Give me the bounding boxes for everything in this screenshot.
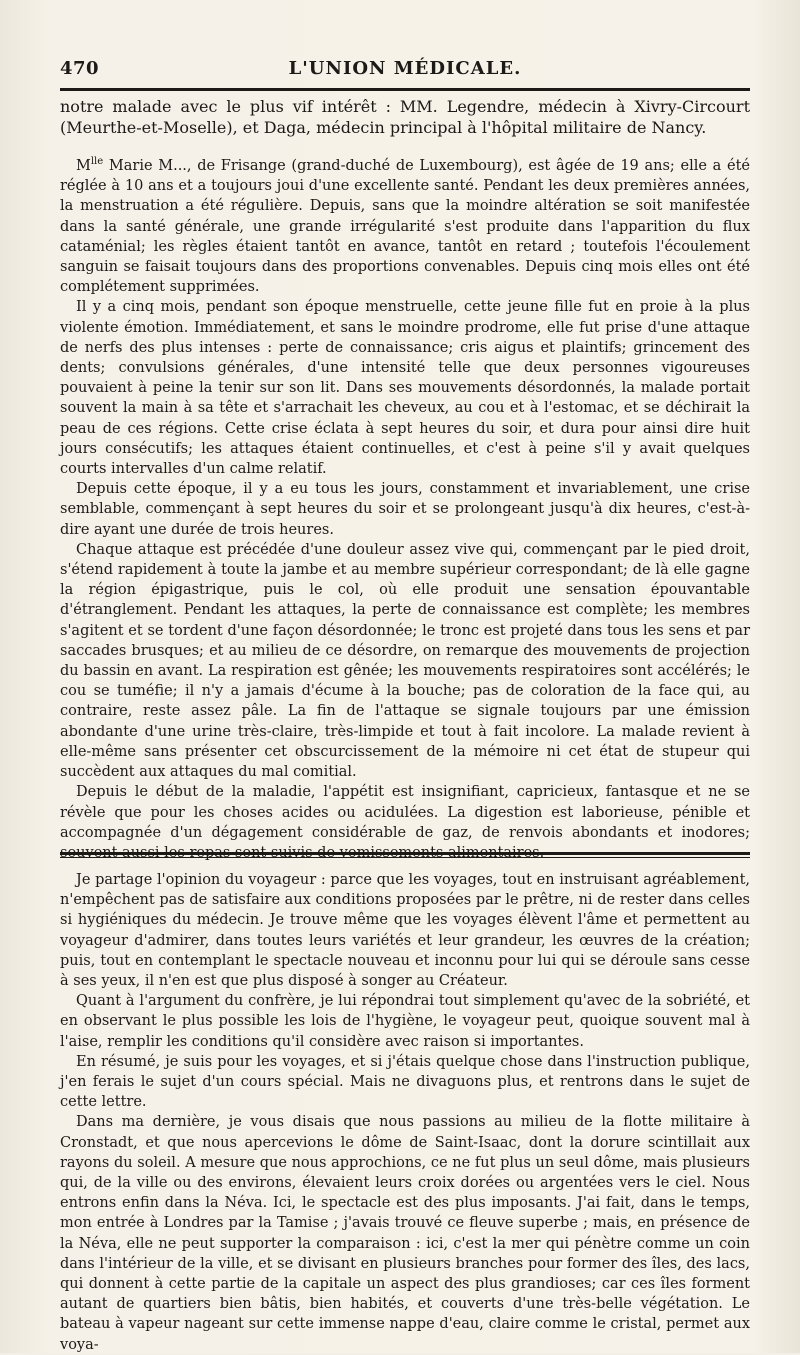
feuilleton-separator bbox=[60, 852, 750, 860]
case-title-abbrev: M bbox=[76, 158, 91, 174]
running-header bbox=[60, 54, 750, 82]
header-rule bbox=[60, 88, 750, 91]
feuilleton-paragraph: En résumé, je suis pour les voyages, et si j'étais quelque chose dans l'instruction publique, j'en ferais le sujet d'un cours spécial. Mais ne divaguons plus, et rentrons dans le sujet de cette lettre. bbox=[60, 1053, 750, 1111]
case-paragraph: Depuis cette époque, il y a eu tous les jours, constamment et invariablement, une crise semblable, commençant à sept heures du soir et se prolongeant jusqu'à dix heures, c'est-à-dire ayant une durée de trois heures. bbox=[60, 481, 750, 538]
case-title-sup: lle bbox=[90, 156, 104, 168]
case-paragraph: Depuis le début de la maladie, l'appétit est insignifiant, capricieux, fantasque et ne se révèle que pour les choses acides ou acidulées. La digestion est laborieuse, pénible et accompagnée d'un dégagement considérable de gaz, de renvois abondants et inodores; bbox=[60, 784, 750, 841]
feuilleton bbox=[60, 870, 750, 1355]
feuilleton-paragraph: Je partage l'opinion du voyageur : parce que les voyages, tout en instruisant agréablement, n'empêchent pas de satisfaire aux conditions proposées par le prêtre, ni de rester dans celles si hygiéniques du médecin. Je trouve même que les voyages élèvent l'âme et permettent au voyageur d'admirer, dans toutes leurs variétés et leur grandeur, les œuvres de la création; puis, tout en contemplant le spectacle nouveau et inconnu pour lui qui se déroule sans cesse à ses yeux, il n'en est que plus disposé à songer au Créateur. bbox=[60, 872, 750, 990]
intro-paragraph bbox=[60, 96, 750, 138]
case-paragraph bbox=[60, 156, 750, 297]
case-paragraph-text: Marie M..., de Frisange (grand-duché de Luxembourg), est âgée de 19 ans; elle a été réglée à 10 ans et a toujours joui d'une excellente santé. Pendant les deux premières années, la menstruation a été régulière. Depuis, sans que la moindre altération se soit manifestée dans la santé générale, une grande irrégularité s'est produite dans l'apparition du flux cataménial; les règles étaient tantôt en avance, tantôt en retard ; toutefois l'écoulement sanguin se faisait toujours dans des proportions convenables. Depuis cinq mois elles ont été complétement supprimées. bbox=[60, 158, 750, 296]
feuilleton-paragraph: Quant à l'argument du confrère, je lui répondrai tout simplement qu'avec de la sobriété, et en observant le plus possible les lois de l'hygiène, le voyageur peut, quoique souvent mal à l'aise, remplir les conditions qu'il considère avec raison si importantes. bbox=[60, 993, 750, 1050]
case-paragraph: Il y a cinq mois, pendant son époque menstruelle, cette jeune fille fut en proie à la plus violente émotion. Immédiatement, et sans le moindre prodrome, elle fut prise d'une attaque de nerfs des plus intenses : perte de connaissance; cris aigus et plaintifs; grincement des dents; convulsions générales, d'une intensité telle que deux personnes vigoureuses pouvaient à peine la tenir sur son lit. Dans ses mouvements désordonnés, la malade portait souvent la main à sa tête et s'arrachait les cheveux, au cou et à l'estomac, et se déchirait la peau de ces régions. Cette crise éclata à sept heures du soir, et dura pour ainsi dire huit jours consécutifs; les attaques étaient continuelles, et c'est à peine s'il y avait quelques courts intervalles d'un calme relatif. bbox=[60, 299, 750, 478]
feuilleton-paragraph: Dans ma dernière, je vous disais que nous passions au milieu de la flotte militaire à Cronstadt, et que nous apercevions le dôme de Saint-Isaac, dont la dorure scintillait aux rayons du soleil. A mesure que nous approchions, ce ne fut plus un seul dôme, mais plusieurs qui, de la ville ou des environs, élevaient leurs croix dorées ou argentées vers le ciel. Nous entrons enfin dans la Néva. Ici, le spectacle est des plus imposants. J'ai fait, dans le temps, mon entrée à Londres par la Tamise ; j'avais trouvé ce fleuve superbe ; mais, en présence de la Néva, elle ne peut supporter la comparaison : ici, c'est la mer qui pénètre comme un coin dans l'intérieur de la ville, et se divisant en plusieurs branches pour former des îles, des lacs, qui donnent à cette partie de la capitale un aspect des plus grandioses; car ces îles forment autant de quartiers bien bâtis, bien habités, et couverts d'une très-belle végétation. Le bateau à vapeur nageant sur cette immense nappe d'eau, claire comme le cristal, permet aux voya- bbox=[60, 1114, 750, 1353]
case-paragraph: Chaque attaque est précédée d'une douleur assez vive qui, commençant par le pied droit, s'étend rapidement à toute la jambe et au membre supérieur correspondant; de là elle gagne la région épigastrique, puis le col, où elle produit une sensation épouvantable d'étranglement. Pendant les attaques, la perte de connaissance est complète; les membres s'agitent et se tordent d'une façon désordonnée; le tronc est projeté dans tous les sens et par saccades brusques; et au milieu de ce désordre, on remarque des mouvements de projection du bassin en avant. La respiration est gênée; les mouvements respiratoires sont accélérés; le cou se tuméfie; il n'y a jamais d'écume à la bouche; pas de coloration de la face qui, au contraire, reste assez pâle. La fin de l'attaque se signale toujours par une émission abondante d'une urine très-claire, très-limpide et tout à fait incolore. La malade revient à elle-même sans présenter cet obscurcissement de la mémoire ni cet état de stupeur qui succèdent aux attaques du mal comitial. bbox=[60, 541, 750, 781]
case-report bbox=[60, 156, 750, 863]
page-number: 470 bbox=[60, 58, 100, 79]
journal-title: L'UNION MÉDICALE. bbox=[288, 58, 522, 79]
intro-text: notre malade avec le plus vif intérêt : MM. Legendre, médecin à Xivry-Circourt (Meurthe-et-Moselle), et Daga, médecin principal à l'hôpital militaire de Nancy. bbox=[60, 97, 750, 137]
